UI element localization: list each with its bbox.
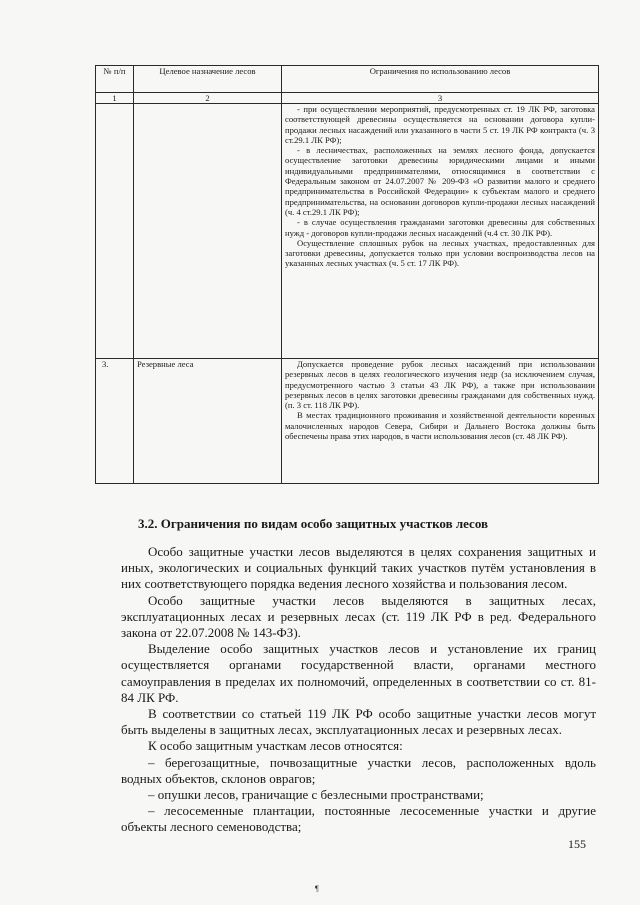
body-paragraph: Выделение особо защитных участков лесов и установление их границ осуществляется органами государственной власти, органами местного самоуправления в пределах их полномочий, определенных в соответствии со ст. 81-84 ЛК РФ.	[121, 641, 596, 705]
table-row	[96, 359, 599, 484]
page-number: 155	[568, 837, 586, 851]
row-restrictions	[282, 359, 599, 484]
table-row	[96, 104, 599, 359]
list-item: – берегозащитные, почвозащитные участки лесов, расположенных вдоль водных объектов, склонов оврагов;	[121, 754, 596, 786]
restriction-paragraph: - в лесничествах, расположенных на землях лесного фонда, допускается осуществление заготовки древесины юридическими лицами и иными индивидуальными предпринимателями, относящимися в соответствии с Федеральным законом от 24.07.2007 № 209-ФЗ «О развитии малого и среднего предпринимательства в Российской Федерации» к субъектам малого и среднего предпринимательства, на основании договоров купли-продажи лесных насаждений (ч. 4 ст.29.1 ЛК РФ);	[285, 145, 595, 217]
section-body	[121, 544, 596, 836]
header-num: № п/п	[96, 66, 134, 93]
restriction-paragraph: - в случае осуществления гражданами заготовки древесины для собственных нужд - договоров купли-продажи лесных насаждений (ч.4 ст. 30 ЛК РФ).	[285, 217, 595, 238]
header-purpose: Целевое назначение лесов	[134, 66, 282, 93]
row-purpose	[134, 104, 282, 359]
column-number: 3	[282, 93, 599, 104]
restrictions-table	[95, 65, 599, 484]
body-paragraph: К особо защитным участкам лесов относятся:	[148, 738, 403, 754]
row-purpose: Резервные леса	[134, 359, 282, 484]
header-restrictions: Ограничения по использованию лесов	[282, 66, 599, 93]
restriction-paragraph: В местах традиционного проживания и хозяйственной деятельности коренных малочисленных народов Севера, Сибири и Дальнего Востока должны быть обеспечены права этих народов, в части использования лесов (ст. 48 ЛК РФ).	[285, 410, 595, 442]
body-paragraph: Особо защитные участки лесов выделяются в защитных лесах, эксплуатационных лесах и резервных лесах (ст. 119 ЛК РФ в ред. Федерального закона от 22.07.2008 № 143-ФЗ).	[121, 592, 596, 641]
row-restrictions	[282, 104, 599, 359]
column-number: 2	[134, 93, 282, 104]
bottom-mark: ¶	[315, 884, 319, 893]
body-paragraph: В соответствии со статьей 119 ЛК РФ особо защитные участки лесов могут быть выделены в защитных лесах, эксплуатационных лесах и резервных лесах.	[121, 706, 596, 738]
body-paragraph: Особо защитные участки лесов выделяются в целях сохранения защитных и иных, экологических и социальных функций таких участков путём установления в них соответствующего порядка ведения лесного хозяйства и пользования лесом.	[121, 544, 596, 592]
column-number: 1	[96, 93, 134, 104]
row-num	[96, 104, 134, 359]
restriction-paragraph: - при осуществлении мероприятий, предусмотренных ст. 19 ЛК РФ, заготовка соответствующей древесины осуществляется на основании договора купли-продажи лесных насаждений или указанного в части 5 ст. 19 ЛК РФ контракта (ч. 3 ст.29.1 ЛК РФ);	[285, 104, 595, 145]
section-title: 3.2. Ограничения по видам особо защитных участков лесов	[138, 516, 489, 531]
list-item: – опушки лесов, граничащие с безлесными пространствами;	[148, 787, 484, 803]
restriction-paragraph: Осуществление сплошных рубок на лесных участках, предоставленных для заготовки древесины, допускается только при условии воспроизводства лесов на указанных лесных участках (ч. 5 ст. 17 ЛК РФ).	[285, 237, 595, 269]
column-number-row	[96, 93, 599, 104]
row-num: 3.	[96, 359, 134, 484]
restriction-paragraph: Допускается проведение рубок лесных насаждений при использовании резервных лесов в целях геологического изучения недр (за исключением случая, предусмотренного частью 3 статьи 43 ЛК РФ), а также при использовании резервных лесов в целях заготовки древесины гражданами для собственных нужд. (п. 3 ст. 118 ЛК РФ).	[285, 359, 595, 411]
list-item: – лесосеменные плантации, постоянные лесосеменные участки и другие объекты лесного семеноводства;	[121, 803, 596, 835]
table-header-row	[96, 66, 599, 93]
